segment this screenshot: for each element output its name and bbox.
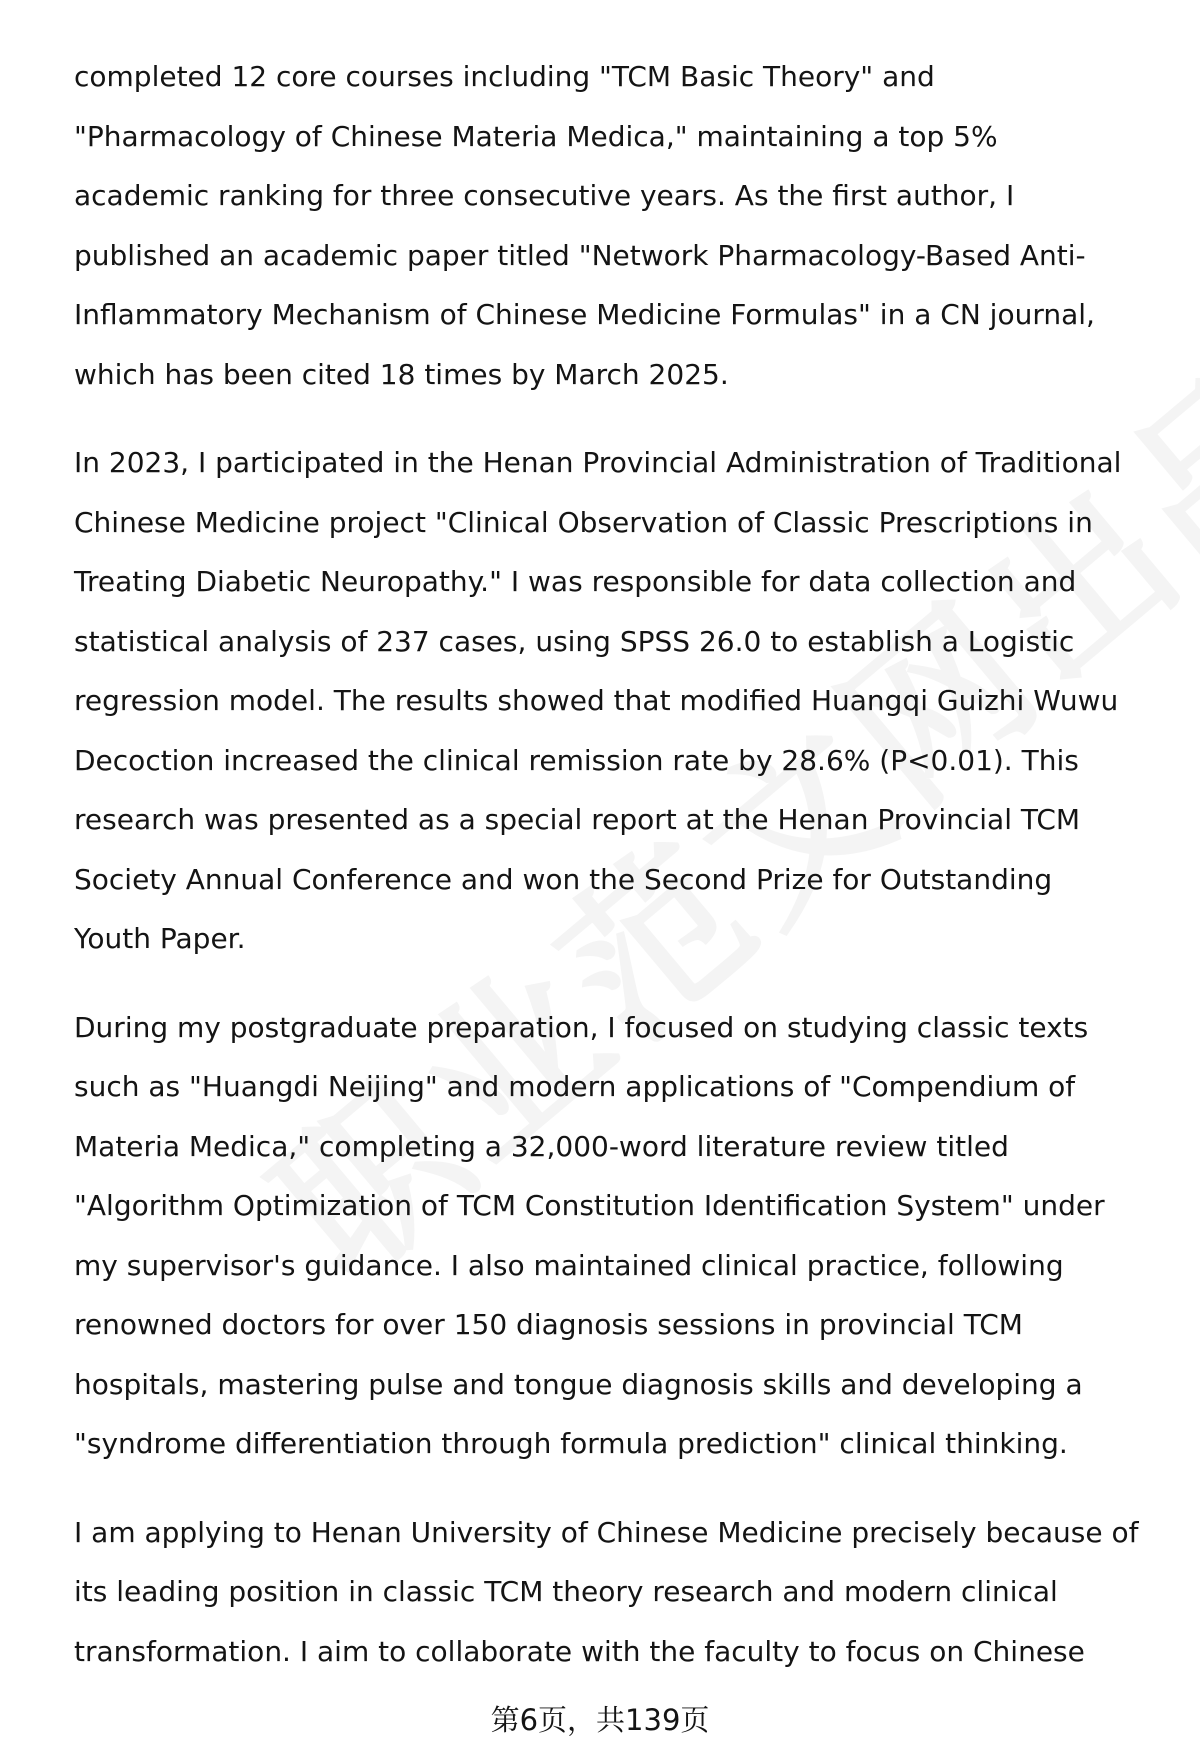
paragraph [74,998,1164,1474]
text-line: its leading position in classic TCM theory research and modern clinical [74,1575,1058,1608]
text-line: academic ranking for three consecutive years. As the first author, I [74,179,1015,212]
text-line: Society Annual Conference and won the Second Prize for Outstanding [74,862,1053,896]
text-line: Chinese Medicine project "Clinical Observation of Classic Prescriptions in [74,505,1093,539]
text-line: research was presented as a special report at the Henan Provincial TCM [74,803,1081,836]
text-line: hospitals, mastering pulse and tongue diagnosis skills and developing a [74,1367,1083,1401]
paragraph [74,47,1164,404]
text-line: Youth Paper. [74,922,246,955]
paragraph [74,1503,1164,1682]
body-text [74,47,1164,1710]
text-line: In 2023, I participated in the Henan Provincial Administration of Traditional [74,446,1122,479]
text-line: renowned doctors for over 150 diagnosis sessions in provincial TCM [74,1308,1023,1341]
text-line: Inflammatory Mechanism of Chinese Medicine Formulas" in a CN journal, [74,298,1095,331]
text-line: "Pharmacology of Chinese Materia Medica," maintaining a top 5% [74,119,998,153]
text-line: statistical analysis of 237 cases, using SPSS 26.0 to establish a Logistic [74,624,1075,658]
text-line: published an academic paper titled "Network Pharmacology-Based Anti- [74,238,1086,272]
text-line: I am applying to Henan University of Chinese Medicine precisely because of [74,1515,1139,1549]
text-line: which has been cited 18 times by March 2025. [74,357,729,391]
text-line: Treating Diabetic Neuropathy." I was responsible for data collection and [74,565,1077,598]
page-number: 第6页，共139页 [490,1703,710,1737]
text-line: "syndrome differentiation through formula prediction" clinical thinking. [74,1427,1068,1460]
text-line: "Algorithm Optimization of TCM Constitution Identification System" under [74,1189,1105,1222]
text-line: my supervisor's guidance. I also maintained clinical practice, following [74,1248,1064,1282]
text-line: Decoction increased the clinical remission rate by 28.6% (P<0.01). This [74,743,1079,777]
text-line: Materia Medica," completing a 32,000-word literature review titled [74,1129,1009,1163]
paragraph [74,433,1164,969]
text-line: During my postgraduate preparation, I focused on studying classic texts [74,1010,1089,1044]
text-line: such as "Huangdi Neijing" and modern applications of "Compendium of [74,1070,1076,1103]
text-line: completed 12 core courses including "TCM Basic Theory" and [74,60,935,93]
text-line: transformation. I aim to collaborate with the faculty to focus on Chinese [74,1634,1085,1668]
text-line: regression model. The results showed that modified Huangqi Guizhi Wuwu [74,684,1119,717]
